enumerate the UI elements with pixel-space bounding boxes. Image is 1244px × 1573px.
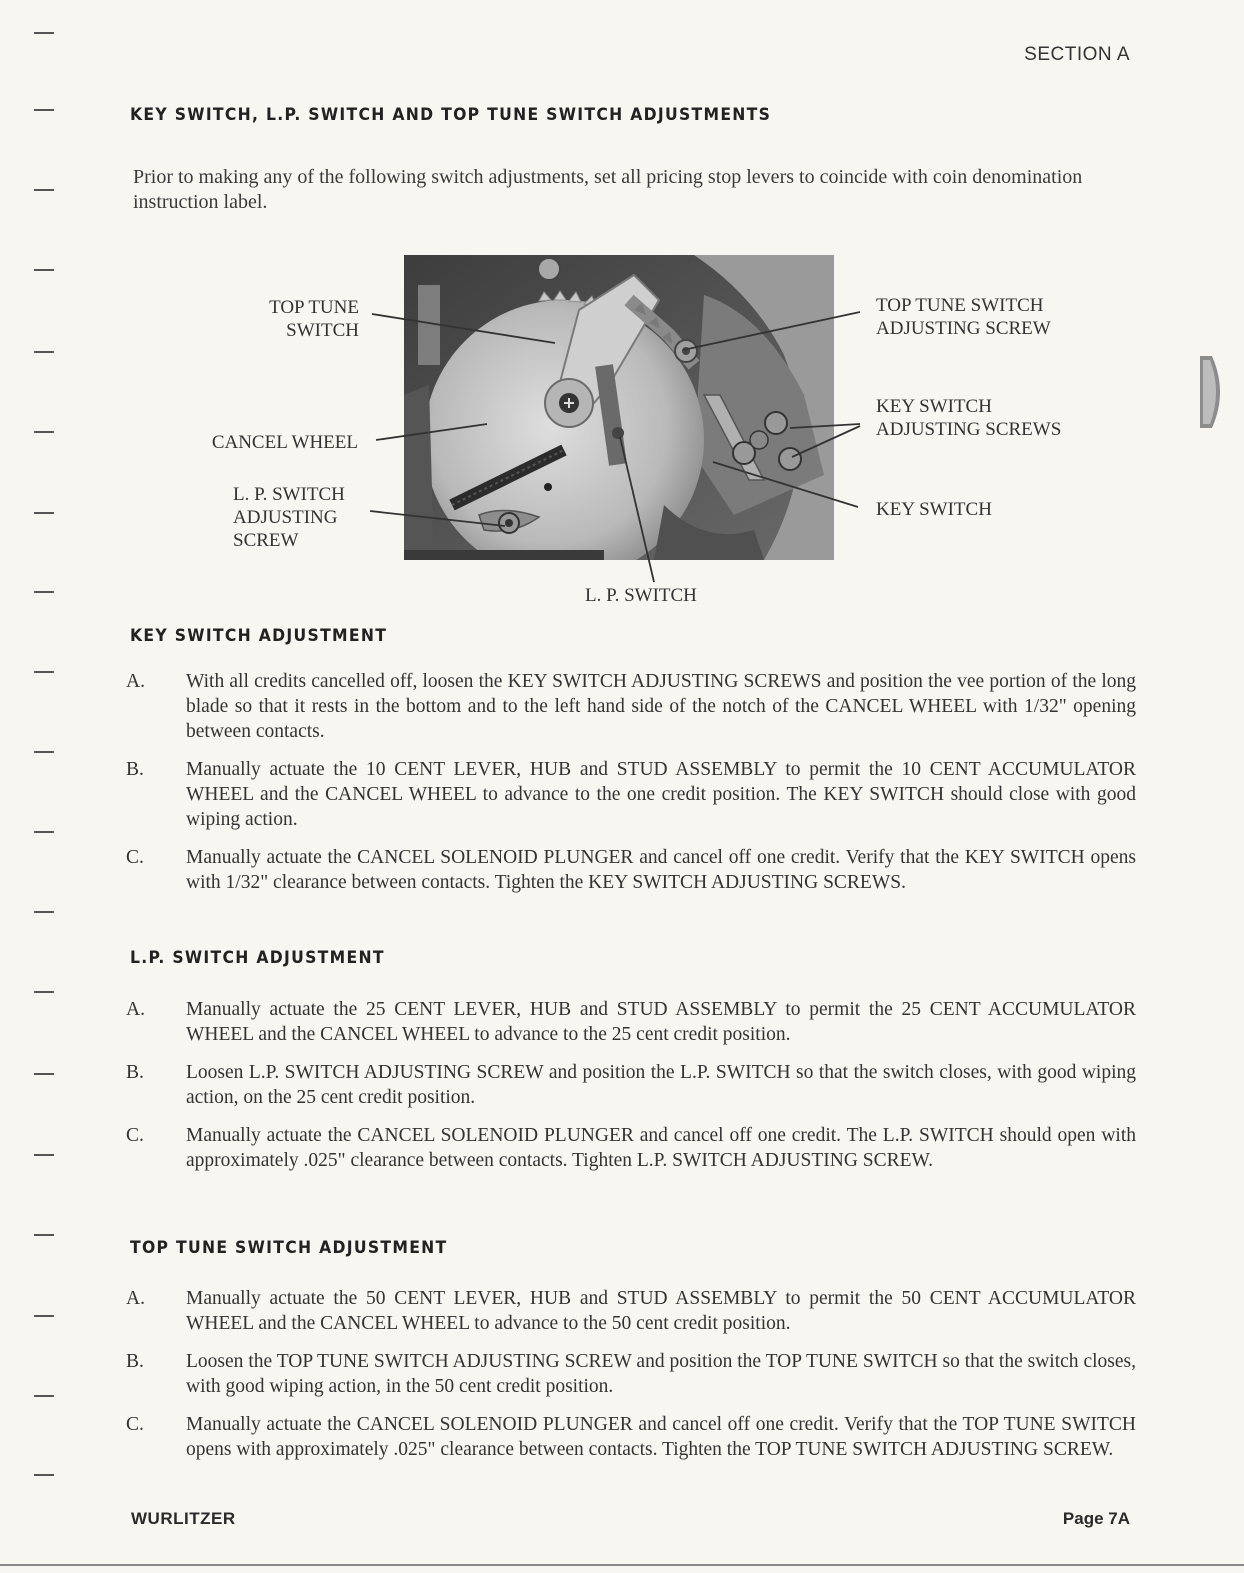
footer-brand: WURLITZER (131, 1509, 236, 1528)
step-letter: B. (126, 759, 144, 780)
lp-switch-adjustment-heading: L.P. SWITCH ADJUSTMENT (130, 948, 385, 968)
section-label: SECTION A (1024, 44, 1130, 65)
callout-leader-lines (0, 0, 1244, 620)
step-text: Manually actuate the 25 CENT LEVER, HUB and STUD ASSEMBLY to permit the 25 CENT ACCUMULATOR WHEEL and the CANCEL WHEEL to advance to the 25 cent credit position. (186, 999, 1136, 1045)
step-letter: A. (126, 1288, 145, 1309)
callout-lp-switch-adjusting-screw: L. P. SWITCH ADJUSTING SCREW (233, 484, 345, 551)
list-item (126, 997, 1136, 1047)
step-text: Loosen L.P. SWITCH ADJUSTING SCREW and position the L.P. SWITCH so that the switch closes, with good wiping action, on the 25 cent credit position. (186, 1062, 1136, 1108)
callout-top-tune-switch-adjusting-screw: TOP TUNE SWITCH ADJUSTING SCREW (876, 295, 1051, 339)
list-item (126, 757, 1136, 832)
callout-cancel-wheel: CANCEL WHEEL (211, 432, 358, 453)
top-tune-switch-steps (126, 1286, 1136, 1475)
page-number: Page 7A (1062, 1509, 1130, 1528)
key-switch-steps (126, 669, 1136, 908)
list-item (126, 845, 1136, 895)
callout-key-switch: KEY SWITCH (876, 499, 992, 520)
list-item (126, 669, 1136, 744)
list-item (126, 1123, 1136, 1173)
step-letter: C. (126, 1125, 144, 1146)
step-letter: C. (126, 847, 144, 868)
key-switch-adjustment-heading: KEY SWITCH ADJUSTMENT (130, 626, 388, 646)
step-letter: C. (126, 1414, 144, 1435)
step-letter: A. (126, 671, 145, 692)
list-item (126, 1060, 1136, 1110)
step-letter: A. (126, 999, 145, 1020)
step-text: Manually actuate the CANCEL SOLENOID PLUNGER and cancel off one credit. Verify that the TOP TUNE SWITCH opens with approximately .025" clearance between contacts. Tighten the TOP TUNE SWITCH ADJUSTING SCREW. (186, 1414, 1136, 1460)
step-text: Manually actuate the 50 CENT LEVER, HUB and STUD ASSEMBLY to permit the 50 CENT ACCUMULATOR WHEEL and the CANCEL WHEEL to advance to the 50 cent credit position. (186, 1288, 1136, 1334)
step-letter: B. (126, 1062, 144, 1083)
callout-lp-switch: L. P. SWITCH (585, 585, 697, 606)
page-title: KEY SWITCH, L.P. SWITCH AND TOP TUNE SWITCH ADJUSTMENTS (130, 105, 772, 125)
step-text: Manually actuate the CANCEL SOLENOID PLUNGER and cancel off one credit. The L.P. SWITCH should open with approximately .025" clearance between contacts. Tighten L.P. SWITCH ADJUSTING SCREW. (186, 1125, 1136, 1171)
callout-top-tune-switch: TOP TUNE SWITCH (269, 297, 359, 341)
step-text: Manually actuate the 10 CENT LEVER, HUB and STUD ASSEMBLY to permit the 10 CENT ACCUMULATOR WHEEL and the CANCEL WHEEL to advance to the one credit position. The KEY SWITCH should close with good wiping action. (186, 759, 1136, 830)
step-text: Loosen the TOP TUNE SWITCH ADJUSTING SCREW and position the TOP TUNE SWITCH so that the switch closes, with good wiping action, in the 50 cent credit position. (186, 1351, 1136, 1397)
list-item (126, 1349, 1136, 1399)
lp-switch-steps (126, 997, 1136, 1186)
intro-paragraph: Prior to making any of the following switch adjustments, set all pricing stop levers to coincide with coin denomination instruction label. (133, 166, 1083, 213)
top-tune-switch-adjustment-heading: TOP TUNE SWITCH ADJUSTMENT (130, 1238, 448, 1258)
step-text: With all credits cancelled off, loosen the KEY SWITCH ADJUSTING SCREWS and position the vee portion of the long blade so that it rests in the bottom and to the left hand side of the notch of the CANCEL WHEEL with 1/32" opening between contacts. (186, 671, 1136, 742)
list-item (126, 1286, 1136, 1336)
callout-key-switch-adjusting-screws: KEY SWITCH ADJUSTING SCREWS (876, 396, 1062, 440)
step-text: Manually actuate the CANCEL SOLENOID PLUNGER and cancel off one credit. Verify that the KEY SWITCH opens with 1/32" clearance between contacts. Tighten the KEY SWITCH ADJUSTING SCREWS. (186, 847, 1136, 893)
bottom-rule (0, 1564, 1244, 1566)
step-letter: B. (126, 1351, 144, 1372)
list-item (126, 1412, 1136, 1462)
